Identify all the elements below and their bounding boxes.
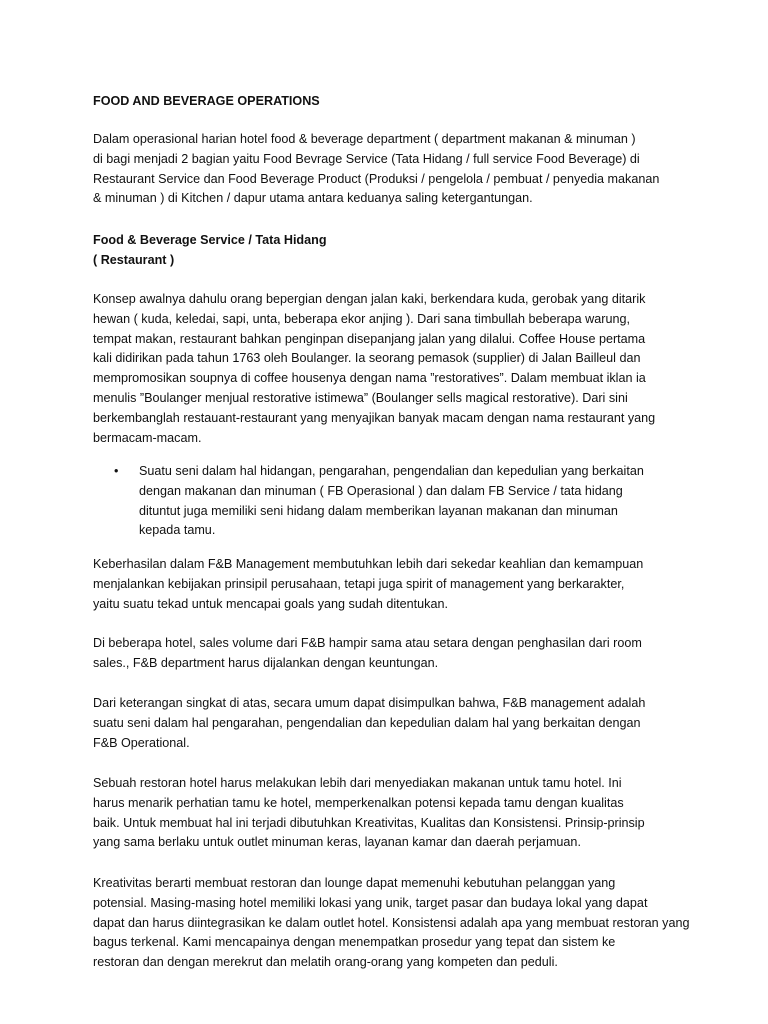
document-title: FOOD AND BEVERAGE OPERATIONS <box>93 94 320 108</box>
sales-paragraph <box>93 634 693 674</box>
heading-line: ( Restaurant ) <box>93 252 175 267</box>
text-line: harus menarik perhatian tamu ke hotel, memperkenalkan potensi kepada tamu dengan kualitas <box>93 795 624 810</box>
text-line: Dari keterangan singkat di atas, secara umum dapat disimpulkan bahwa, F&B management adalah <box>93 696 646 710</box>
text-line: Keberhasilan dalam F&B Management membutuhkan lebih dari sekedar keahlian dan kemampuan <box>93 557 644 571</box>
text-line: bermacam-macam. <box>93 430 202 445</box>
text-line: Suatu seni dalam hal hidangan, pengarahan, pengendalian dan kepedulian yang berkaitan <box>139 464 644 478</box>
text-line: Sebuah restoran hotel harus melakukan lebih dari menyediakan makanan untuk tamu hotel. Ini <box>93 776 622 790</box>
intro-paragraph <box>93 130 693 209</box>
bullet-icon: • <box>114 464 119 478</box>
restaurant-paragraph <box>93 774 693 853</box>
history-paragraph <box>93 290 693 448</box>
text-line: restoran dan dengan merekrut dan melatih orang-orang yang kompeten dan peduli. <box>93 955 558 970</box>
text-line: F&B Operational. <box>93 735 190 750</box>
text-line: Kreativitas berarti membuat restoran dan lounge dapat memenuhi kebutuhan pelanggan yang <box>93 876 616 890</box>
text-line: dituntut juga memiliki seni hidang dalam memberikan layanan makanan dan minuman <box>139 503 618 518</box>
text-line: menjalankan kebijakan prinsipil perusahaan, tetapi juga spirit of management yang berkarakter, <box>93 576 625 591</box>
text-line: menulis ”Boulanger menjual restorative istimewa” (Boulanger sells magical restorative). Dari sini <box>93 390 628 405</box>
text-line: tempat makan, restaurant bahkan penginpan disepanjang jalan yang dilalui. Coffee House pertama <box>93 331 646 346</box>
text-line: Dalam operasional harian hotel food & beverage department ( department makanan & minuman ) <box>93 132 636 146</box>
text-line: sales., F&B department harus dijalankan dengan keuntungan. <box>93 655 439 670</box>
creativity-paragraph <box>93 874 693 973</box>
text-line: mempromosikan soupnya di coffee housenya dengan nama ”restoratives”. Dalam membuat iklan ia <box>93 371 646 386</box>
text-line: baik. Untuk membuat hal ini terjadi dibutuhkan Kreativitas, Kualitas dan Konsistensi. Prinsip-prinsip <box>93 815 645 830</box>
section-heading <box>93 231 693 271</box>
text-line: yaitu suatu tekad untuk mencapai goals yang sudah ditentukan. <box>93 596 448 611</box>
text-line: Di beberapa hotel, sales volume dari F&B hampir sama atau setara dengan penghasilan dari room <box>93 636 642 650</box>
text-line: bagus terkenal. Kami mencapainya dengan menempatkan prosedur yang tepat dan sistem ke <box>93 935 616 950</box>
text-line: potensial. Masing-masing hotel memiliki lokasi yang unik, target pasar dan budaya lokal yang dapat <box>93 895 648 910</box>
text-line: di bagi menjadi 2 bagian yaitu Food Bevrage Service (Tata Hidang / full service Food Beverage) di <box>93 151 640 166</box>
text-line: yang sama berlaku untuk outlet minuman keras, layanan kamar dan daerah perjamuan. <box>93 835 581 850</box>
success-paragraph <box>93 555 693 614</box>
text-line: dapat dan harus diintegrasikan ke dalam outlet hotel. Konsistensi adalah apa yang membuat restoran yang <box>93 915 690 930</box>
text-line: Restaurant Service dan Food Beverage Product (Produksi / pengelola / pembuat / penyedia makanan <box>93 171 660 186</box>
conclusion-paragraph <box>93 694 693 753</box>
text-line: kepada tamu. <box>139 523 216 538</box>
text-line: kali didirikan pada tahun 1763 oleh Boulanger. Ia seorang pemasok (supplier) di Jalan Bailleul dan <box>93 351 641 366</box>
text-line: dengan makanan dan minuman ( FB Operasional ) dan dalam FB Service / tata hidang <box>139 483 623 498</box>
text-line: hewan ( kuda, keledai, sapi, unta, beberapa ekor anjing ). Dari sana timbullah beberapa warung, <box>93 311 630 326</box>
text-line: berkembanglah restauant-restaurant yang menyajikan banyak macam dengan nama restaurant yang <box>93 410 656 425</box>
text-line: Konsep awalnya dahulu orang bepergian dengan jalan kaki, berkendara kuda, gerobak yang ditarik <box>93 292 646 306</box>
bullet-text <box>139 462 644 541</box>
text-line: suatu seni dalam hal pengarahan, pengendalian dan kepedulian dalam hal yang berkaitan dengan <box>93 715 641 730</box>
text-line: & minuman ) di Kitchen / dapur utama antara keduanya saling ketergantungan. <box>93 191 533 206</box>
heading-line: Food & Beverage Service / Tata Hidang <box>93 233 327 247</box>
